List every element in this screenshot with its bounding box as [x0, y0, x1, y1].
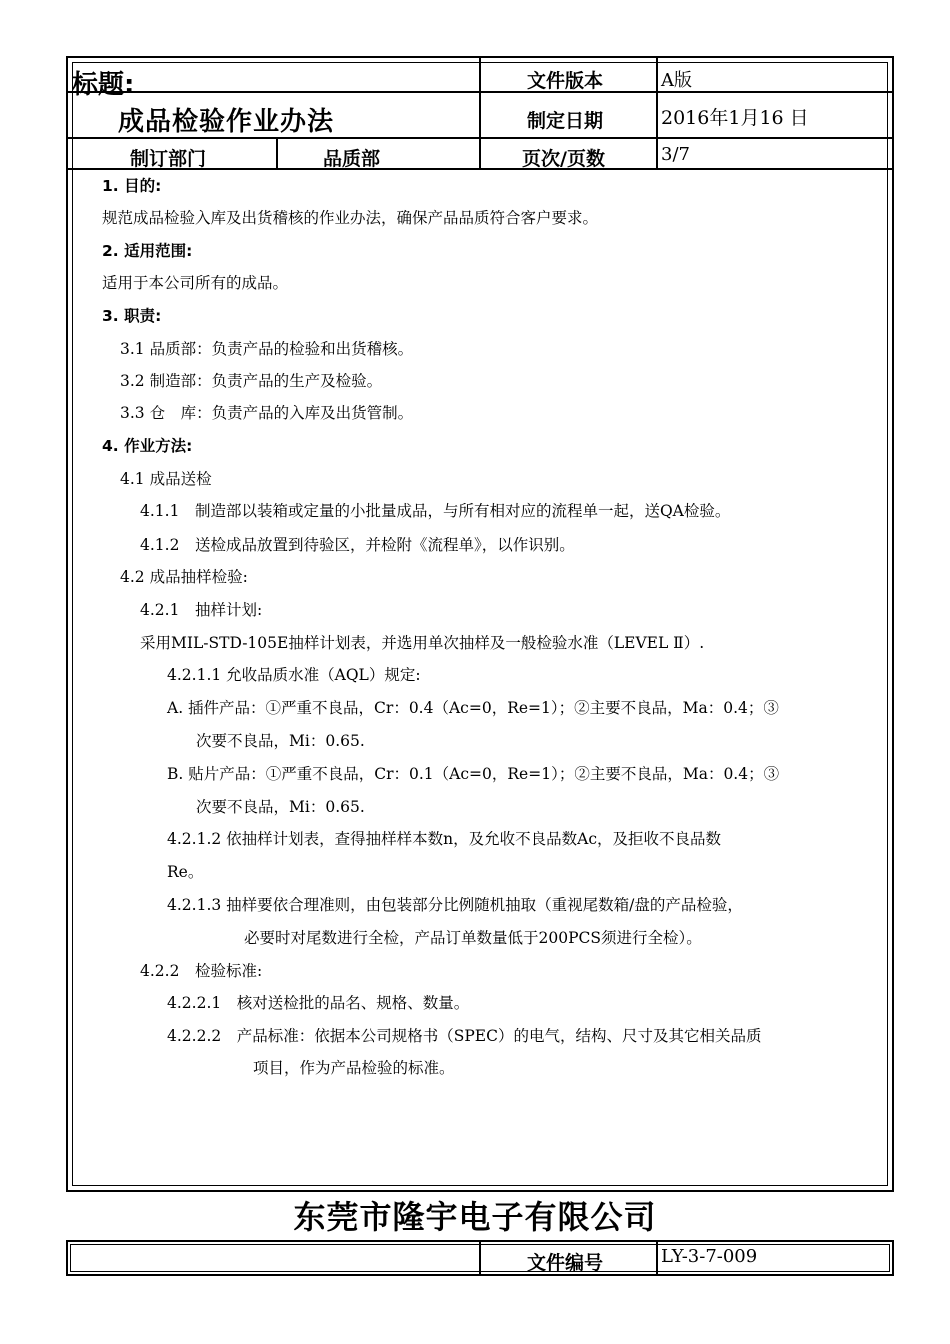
section-4-heading: 4. 作业方法: [102, 437, 193, 455]
dept-value: 品质部 [323, 148, 381, 170]
header-col-line-2 [656, 56, 658, 170]
section-1-heading: 1. 目的: [102, 177, 162, 195]
document-inner-frame [72, 62, 888, 1186]
date-label: 制定日期 [527, 110, 604, 132]
section-4-2-1-text: 采用MIL-STD-105E抽样计划表，并选用单次抽样及一般检验水准（LEVEL Ⅱ）. [140, 634, 705, 652]
section-4-2-1-2-line-2: Re。 [167, 863, 204, 881]
section-2-heading: 2. 适用范围: [102, 242, 193, 260]
version-value: A版 [661, 70, 692, 91]
section-3-heading: 3. 职责: [102, 307, 162, 325]
section-2-text: 适用于本公司所有的成品。 [102, 274, 289, 292]
section-1-text: 规范成品检验入库及出货稽核的作业办法，确保产品品质符合客户要求。 [102, 209, 599, 227]
page-label: 页次/页数 [522, 148, 605, 170]
header-col-line-1 [479, 56, 481, 170]
section-4-2: 4.2 成品抽样检验: [120, 568, 248, 586]
footer-col-line-1 [479, 1240, 481, 1276]
section-4-2-1-3-line-2: 必要时对尾数进行全检，产品订单数量低于200PCS须进行全检）。 [244, 929, 702, 947]
section-4-2-2-2-line-2: 项目，作为产品检验的标准。 [253, 1059, 455, 1077]
section-4-2-1-2-line-1: 4.2.1.2 依抽样计划表，查得抽样样本数n，及允收不良品数Ac，及拒收不良品数 [167, 830, 722, 848]
item-b-line-1: B. 贴片产品：①严重不良品，Cr：0.1（Ac=0，Re=1）；②主要不良品，Ma：0.4；③ [167, 765, 780, 783]
section-3-3: 3.3 仓 库：负责产品的入库及出货管制。 [120, 404, 414, 422]
section-4-1: 4.1 成品送检 [120, 470, 212, 488]
version-label: 文件版本 [527, 70, 604, 92]
section-4-1-1: 4.1.1 制造部以装箱或定量的小批量成品，与所有相对应的流程单一起，送QA检验。 [140, 502, 731, 520]
section-4-2-2-2-line-1: 4.2.2.2 产品标准：依据本公司规格书（SPEC）的电气，结构、尺寸及其它相关品质 [167, 1027, 762, 1045]
dept-label: 制订部门 [130, 148, 207, 170]
company-name: 东莞市隆宇电子有限公司 [293, 1198, 657, 1236]
section-4-1-2: 4.1.2 送检成品放置到待验区，并检附《流程单》，以作识别。 [140, 536, 575, 554]
section-4-2-2: 4.2.2 检验标准: [140, 962, 263, 980]
section-4-2-1-3-line-1: 4.2.1.3 抽样要依合理准则，由包装部分比例随机抽取（重视尾数箱/盘的产品检验， [167, 896, 743, 914]
section-3-2: 3.2 制造部：负责产品的生产及检验。 [120, 372, 383, 390]
document-title: 成品检验作业办法 [118, 107, 335, 137]
item-b-line-2: 次要不良品，Mi：0.65. [196, 798, 365, 816]
section-4-2-1-1: 4.2.1.1 允收品质水准（AQL）规定: [167, 666, 421, 684]
title-label: 标题: [72, 70, 135, 100]
page-value: 3/7 [661, 144, 690, 165]
section-4-2-1: 4.2.1 抽样计划: [140, 601, 263, 619]
header-col-line-3 [276, 137, 278, 170]
doc-number-label: 文件编号 [527, 1252, 604, 1274]
section-4-2-2-1: 4.2.2.1 核对送检批的品名、规格、数量。 [167, 994, 470, 1012]
doc-number-value: LY-3-7-009 [661, 1246, 758, 1267]
section-3-1: 3.1 品质部：负责产品的检验和出货稽核。 [120, 340, 414, 358]
item-a-line-1: A. 插件产品：①严重不良品，Cr：0.4（Ac=0，Re=1）；②主要不良品，Ma：0.4；③ [167, 699, 779, 717]
date-value: 2016年1月16 日 [661, 107, 809, 129]
item-a-line-2: 次要不良品，Mi：0.65. [196, 732, 365, 750]
footer-col-line-2 [656, 1240, 658, 1276]
